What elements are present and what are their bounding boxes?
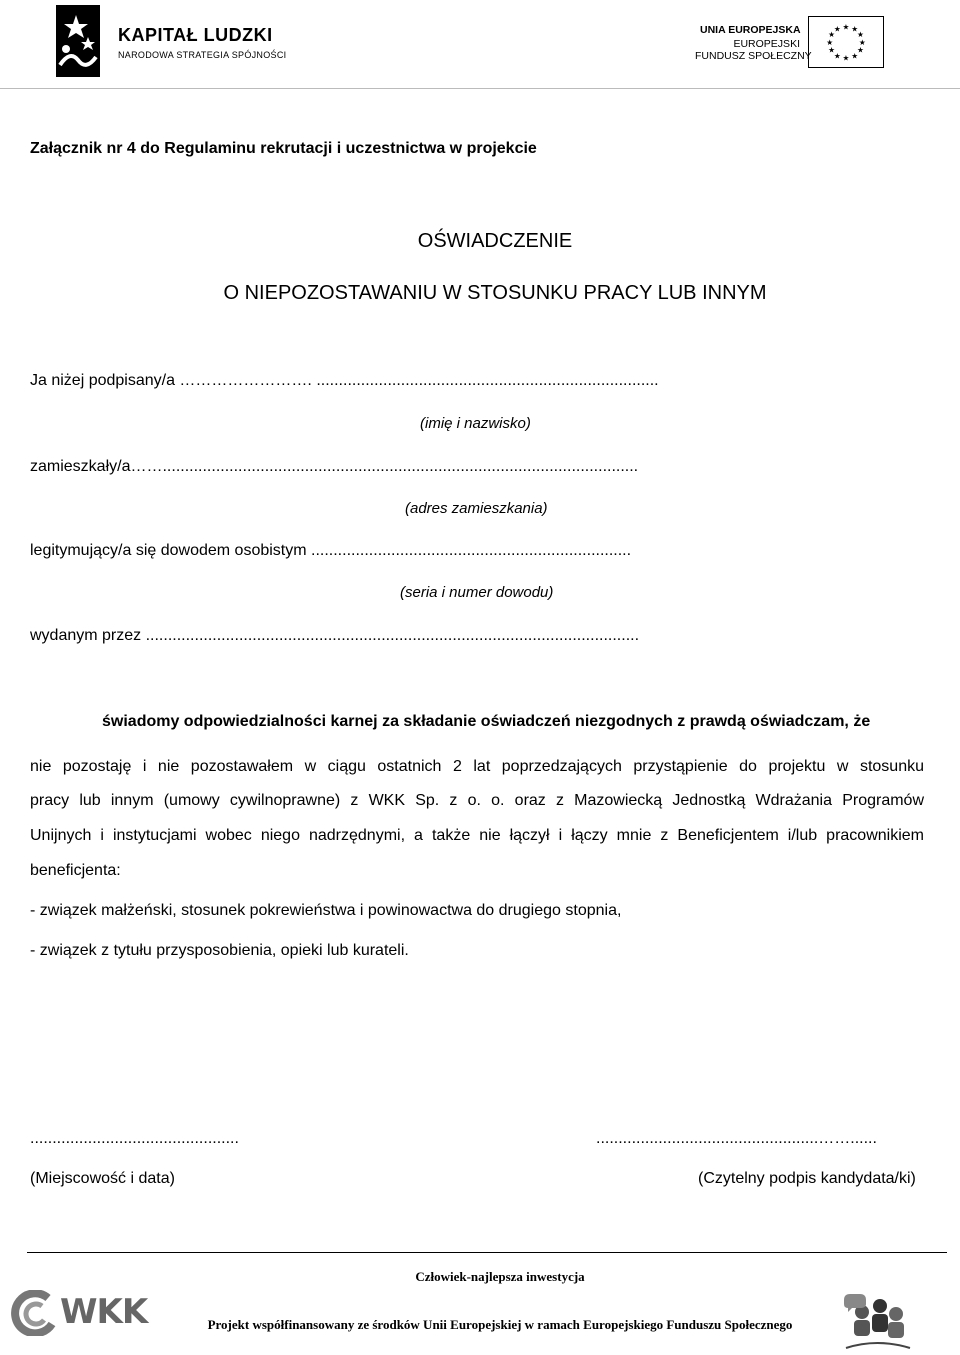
svg-text:★: ★	[858, 37, 866, 47]
svg-text:★: ★	[851, 51, 859, 61]
body-line-3: Unijnych i instytucjami wobec niego nadrzędnymi, a także nie łączył i łączy mnie z Beneficjentem i/lub pracownikiem	[30, 827, 924, 844]
wkk-logo-text: WKK	[60, 1292, 148, 1332]
signature-caption: (Czytelny podpis kandydata/ki)	[698, 1170, 916, 1187]
signature-line: ..................................................……......	[596, 1130, 877, 1147]
issued-by-field-line: wydanym przez ...............................................................................................................	[30, 627, 640, 644]
footer-divider	[27, 1252, 947, 1253]
kapital-ludzki-subtitle: NARODOWA STRATEGIA SPÓJNOŚCI	[118, 50, 287, 60]
document-subtitle: O NIEPOZOSTAWANIU W STOSUNKU PRACY LUB INNYM	[223, 282, 767, 304]
kapital-ludzki-logo-icon	[50, 5, 106, 77]
eu-flag-icon	[808, 16, 884, 68]
svg-text:★: ★	[842, 22, 850, 32]
place-date-line: ...............................................	[30, 1130, 239, 1147]
eu-line-3: FUNDUSZ SPOŁECZNY	[695, 50, 812, 62]
name-caption: (imię i nazwisko)	[420, 415, 531, 432]
kapital-ludzki-title: KAPITAŁ LUDZKI	[118, 25, 273, 45]
name-field-line: Ja niżej podpisany/a ……………………. .............................................................................	[30, 372, 659, 389]
place-date-caption: (Miejscowość i data)	[30, 1170, 175, 1187]
project-logo-icon	[840, 1290, 914, 1352]
svg-text:★: ★	[833, 24, 841, 34]
id-caption: (seria i numer dowodu)	[400, 584, 554, 601]
id-field-line: legitymujący/a się dowodem osobistym ........................................................................	[30, 542, 632, 559]
eu-line-1: UNIA EUROPEJSKA	[700, 24, 801, 36]
svg-text:★: ★	[833, 51, 841, 61]
eu-line-2: EUROPEJSKI	[733, 38, 800, 50]
footer-slogan: Człowiek-najlepsza inwestycja	[415, 1269, 585, 1284]
document-title: OŚWIADCZENIE	[417, 230, 573, 252]
svg-text:★: ★	[851, 24, 859, 34]
header-divider	[0, 88, 960, 89]
address-field-line: zamieszkały/a……...........................................................................................................	[30, 458, 639, 475]
svg-text:★: ★	[826, 37, 834, 47]
footer-funding: Projekt współfinansowany ze środków Unii Europejskiej w ramach Europejskiego Funduszu Społecznego	[207, 1317, 793, 1332]
svg-text:★: ★	[856, 45, 864, 55]
svg-text:★: ★	[828, 45, 836, 55]
body-line-1: nie pozostaję i nie pozostawałem w ciągu ostatnich 2 lat poprzedzających przystąpienie do projektu w stosunku	[30, 758, 924, 775]
declaration-text: świadomy odpowiedzialności karnej za składanie oświadczeń niezgodnych z prawdą oświadczam, że	[102, 713, 871, 730]
svg-text:★: ★	[828, 30, 836, 40]
annex-heading: Załącznik nr 4 do Regulaminu rekrutacji i uczestnictwa w projekcie	[30, 140, 537, 157]
svg-text:★: ★	[856, 30, 864, 40]
body-line-4: beneficjenta:	[30, 862, 121, 879]
list-item-2: - związek z tytułu przysposobienia, opieki lub kurateli.	[30, 942, 409, 959]
list-item-1: - związek małżeński, stosunek pokrewieństwa i powinowactwa do drugiego stopnia,	[30, 902, 622, 919]
address-caption: (adres zamieszkania)	[405, 500, 548, 517]
svg-text:★: ★	[842, 53, 850, 63]
body-line-2: pracy lub innym (umowy cywilnoprawne) z WKK Sp. z o. o. oraz z Mazowiecką Jednostką Wdrażania Programów	[30, 792, 924, 809]
